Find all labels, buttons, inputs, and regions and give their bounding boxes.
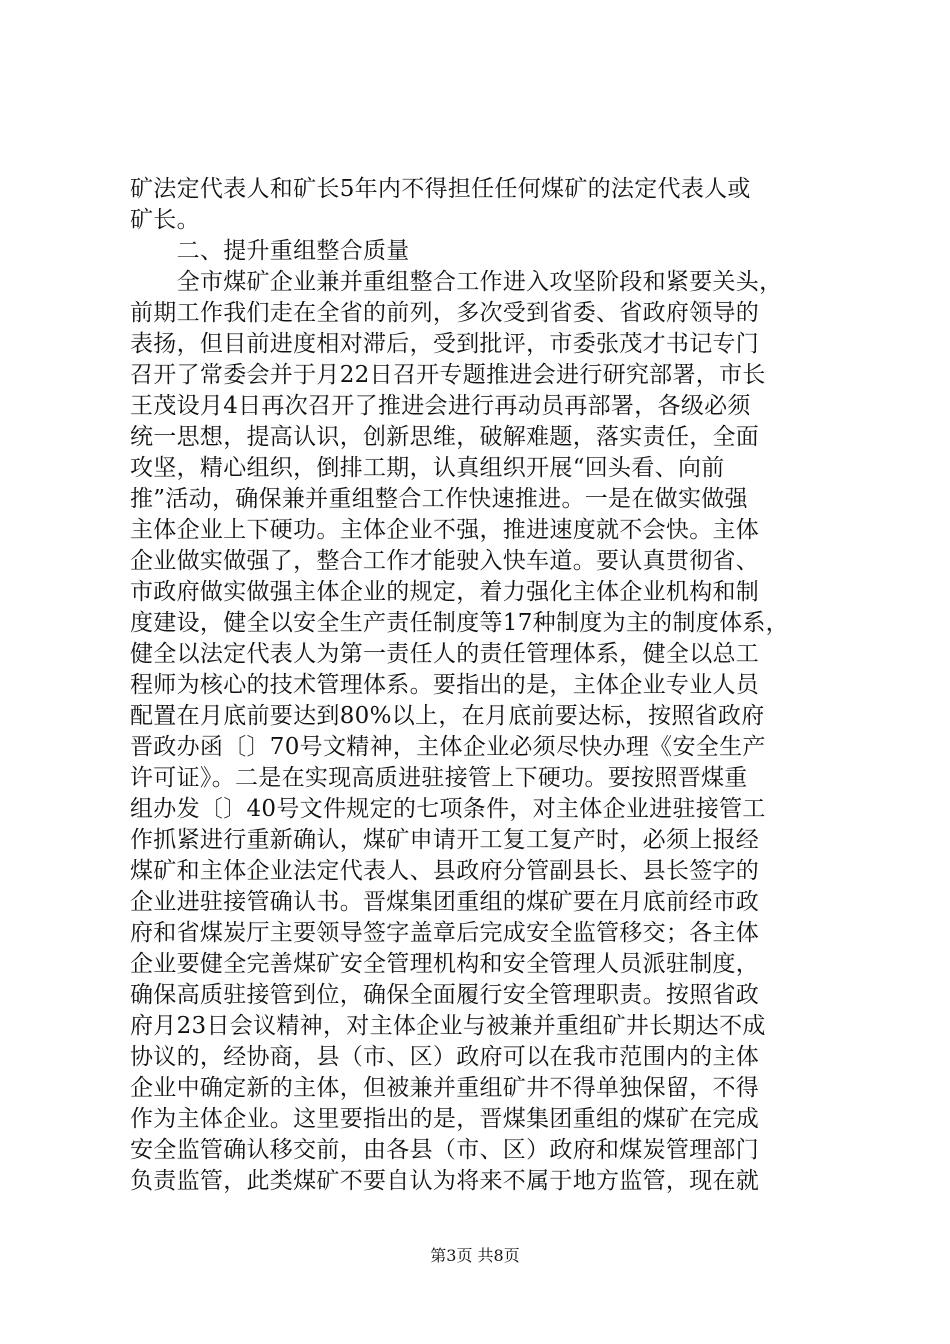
text-line: 前期工作我们走在全省的前列，多次受到省委、省政府领导的 [130, 300, 760, 326]
text-line: 配置在月底前要达到80%以上，在月底前要达标，按照省政府 [130, 703, 765, 729]
text-line: 组办发〔〕40号文件规定的七项条件，对主体企业进驻接管工 [130, 796, 766, 822]
text-line: 全市煤矿企业兼并重组整合工作进入攻坚阶段和紧要关头， [130, 269, 783, 295]
text-line: 企业要健全完善煤矿安全管理机构和安全管理人员派驻制度， [130, 951, 760, 977]
text-line: 安全监管确认移交前，由各县（市、区）政府和煤炭管理部门 [130, 1137, 760, 1163]
text-line: 市政府做实做强主体企业的规定，着力强化主体企业机构和制 [130, 579, 760, 605]
text-line: 晋政办函〔〕70号文精神，主体企业必须尽快办理《安全生产 [130, 734, 766, 760]
text-line: 协议的，经协商，县（市、区）政府可以在我市范围内的主体 [130, 1044, 760, 1070]
text-line: 矿法定代表人和矿长5年内不得担任任何煤矿的法定代表人或 [130, 176, 751, 202]
text-line: 企业做实做强了，整合工作才能驶入快车道。要认真贯彻省、 [130, 548, 760, 574]
text-line: 二、提升重组整合质量 [130, 238, 410, 264]
text-line: 度建设，健全以安全生产责任制度等17种制度为主的制度体系， [130, 610, 789, 636]
text-line: 企业进驻接管确认书。晋煤集团重组的煤矿要在月底前经市政 [130, 889, 760, 915]
text-line: 攻坚，精心组织，倒排工期，认真组织开展“回头看、向前 [130, 455, 725, 481]
text-line: 确保高质驻接管到位，确保全面履行安全管理职责。按照省政 [130, 982, 760, 1008]
page-footer: 第3页 共8页 [430, 1246, 520, 1265]
text-line: 作为主体企业。这里要指出的是，晋煤集团重组的煤矿在完成 [130, 1106, 760, 1132]
text-line: 召开了常委会并于月22日召开专题推进会进行研究部署，市长 [130, 362, 766, 388]
text-line: 推”活动，确保兼并重组整合工作快速推进。一是在做实做强 [130, 486, 748, 512]
text-line: 府和省煤炭厅主要领导签字盖章后完成安全监管移交；各主体 [130, 920, 760, 946]
text-line: 王茂设月4日再次召开了推进会进行再动员再部署，各级必须 [130, 393, 751, 419]
text-line: 健全以法定代表人为第一责任人的责任管理体系，健全以总工 [130, 641, 760, 667]
text-line: 府月23日会议精神，对主体企业与被兼并重组矿井长期达不成 [130, 1013, 766, 1039]
text-line: 程师为核心的技术管理体系。要指出的是，主体企业专业人员 [130, 672, 760, 698]
text-line: 主体企业上下硬功。主体企业不强，推进速度就不会快。主体 [130, 517, 760, 543]
text-line: 作抓紧进行重新确认，煤矿申请开工复工复产时，必须上报经 [130, 827, 760, 853]
text-line: 统一思想，提高认识，创新思维，破解难题，落实责任，全面 [130, 424, 760, 450]
text-line: 许可证》。二是在实现高质进驻接管上下硬功。要按照晋煤重 [130, 765, 748, 791]
text-line: 矿长。 [130, 207, 200, 233]
body-text [130, 174, 830, 1197]
text-line: 煤矿和主体企业法定代表人、县政府分管副县长、县长签字的 [130, 858, 760, 884]
text-line: 负责监管，此类煤矿不要自认为将来不属于地方监管，现在就 [130, 1168, 760, 1194]
text-line: 表扬，但目前进度相对滞后，受到批评，市委张茂才书记专门 [130, 331, 760, 357]
text-line: 企业中确定新的主体，但被兼并重组矿井不得单独保留，不得 [130, 1075, 760, 1101]
